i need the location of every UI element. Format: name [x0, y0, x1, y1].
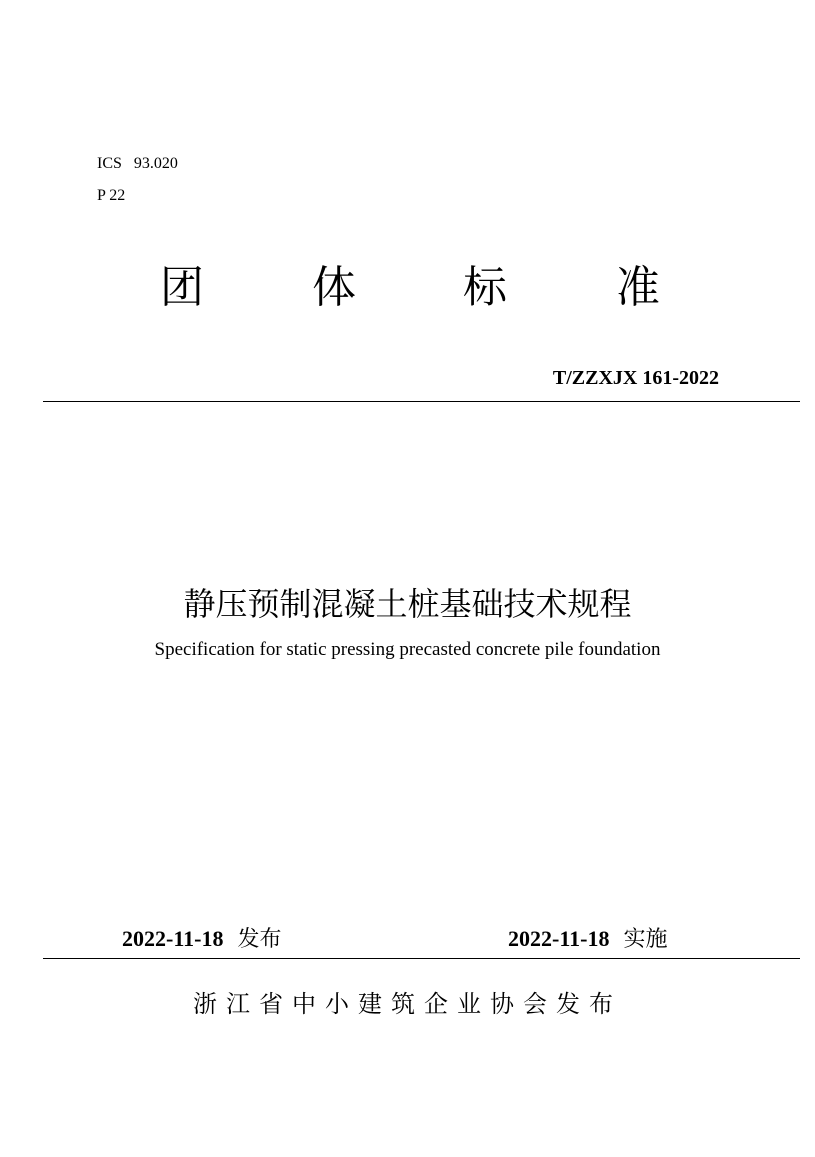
document-type-char-1: 团: [160, 262, 204, 313]
title-english: Specification for static pressing precasted concrete pile foundation: [154, 639, 661, 660]
footer-divider: [43, 958, 800, 959]
ccs-code: P 22: [97, 187, 126, 204]
document-type-char-2: 体: [312, 262, 356, 313]
document-type-char-3: 标: [463, 262, 507, 313]
issue-label: 发布: [237, 927, 282, 952]
implement-label: 实施: [623, 927, 668, 952]
publisher: 浙江省中小建筑企业协会发布: [193, 990, 622, 1018]
issue-date: 2022-11-18: [122, 926, 224, 951]
issue-date-block: [122, 924, 281, 955]
title-chinese: 静压预制混凝土桩基础技术规程: [183, 585, 632, 623]
standard-number: T/ZZXJX 161-2022: [552, 367, 719, 389]
document-type-char-4: 准: [616, 262, 660, 313]
ics-code: ICS 93.020: [97, 155, 178, 172]
header-divider: [43, 401, 800, 402]
implement-date-block: [508, 924, 667, 955]
implement-date: 2022-11-18: [508, 926, 610, 951]
